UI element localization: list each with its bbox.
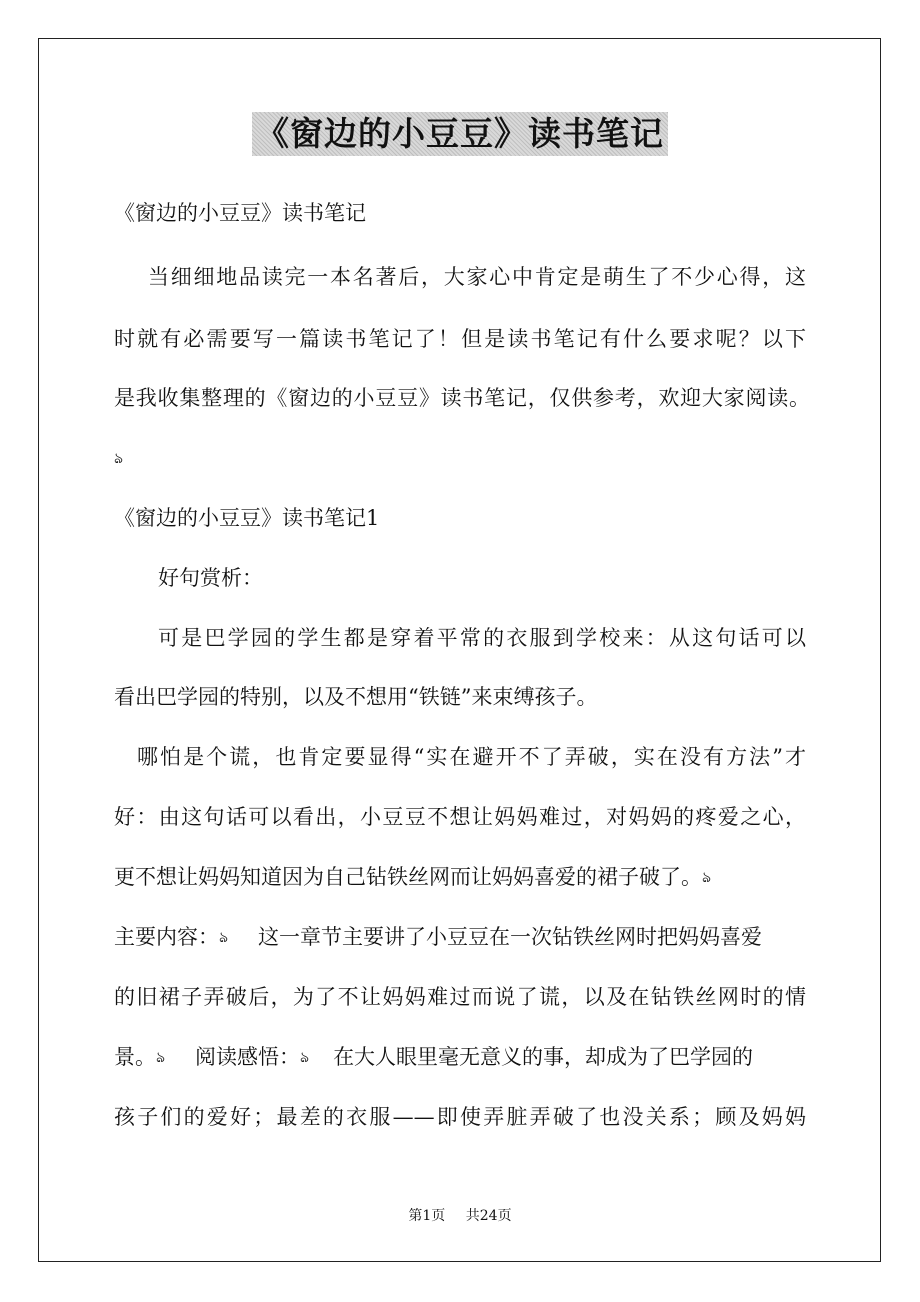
section-heading: 《窗边的小豆豆》读书笔记1 [114, 506, 380, 530]
p1-line-2: 看出巴学园的特别，以及不想用“铁链”来束缚孩子。 [114, 685, 598, 709]
good-sentences-label: 好句赏析： [158, 566, 263, 590]
paragraph-mark-icon: ঌ [156, 1048, 166, 1066]
p3-line-3-text: 在大人眼里毫无意义的事，却成为了巴学园的 [333, 1045, 754, 1069]
p3-line-3 [114, 1042, 814, 1074]
document-title: 《窗边的小豆豆》读书笔记 [252, 112, 668, 156]
total-pages: 共24页 [465, 1208, 512, 1224]
page-footer [0, 1206, 920, 1226]
p2-line-3-text: 更不想让妈妈知道因为自己钻铁丝网而让妈妈喜爱的裙子破了。 [114, 865, 702, 889]
page-number: 第1页 [408, 1208, 446, 1224]
p2-line-1: 哪怕是个谎，也肯定要显得“实在避开不了弄破，实在没有方法”才 [137, 745, 806, 769]
p1-line-1: 可是巴学园的学生都是穿着平常的衣服到学校来：从这句话可以 [158, 626, 806, 650]
p2-line-2: 好：由这句话可以看出，小豆豆不想让妈妈难过，对妈妈的疼爱之心， [114, 805, 806, 829]
p2-line-3 [114, 862, 814, 894]
subtitle: 《窗边的小豆豆》读书笔记 [114, 201, 366, 225]
reading-reflection-label: 阅读感悟： [195, 1045, 301, 1069]
main-content-label: 主要内容： [114, 925, 219, 949]
p3-line-3-start: 景。 [114, 1045, 156, 1069]
paragraph-mark-icon: ঌ [702, 868, 712, 886]
paragraph-mark-icon: ঌ [300, 1048, 310, 1066]
p3-line-2: 的旧裙子弄破后，为了不让妈妈难过而说了谎，以及在钻铁丝网时的情 [114, 985, 806, 1009]
p3-line-1-text: 这一章节主要讲了小豆豆在一次钻铁丝网时把妈妈喜爱 [258, 925, 763, 949]
intro-mark [114, 443, 814, 475]
title-container [0, 112, 920, 156]
paragraph-mark-icon: ঌ [114, 449, 124, 467]
p3-line-1 [114, 922, 814, 954]
intro-line-1: 当细细地品读完一本名著后，大家心中肯定是萌生了不少心得，这 [148, 265, 806, 289]
p3-line-4: 孩子们的爱好；最差的衣服——即使弄脏弄破了也没关系；顾及妈妈 [114, 1105, 806, 1129]
paragraph-mark-icon: ঌ [219, 928, 229, 946]
intro-line-2: 时就有必需要写一篇读书笔记了！但是读书笔记有什么要求呢？以下 [114, 327, 806, 351]
intro-line-3: 是我收集整理的《窗边的小豆豆》读书笔记，仅供参考，欢迎大家阅读。 [114, 386, 810, 410]
